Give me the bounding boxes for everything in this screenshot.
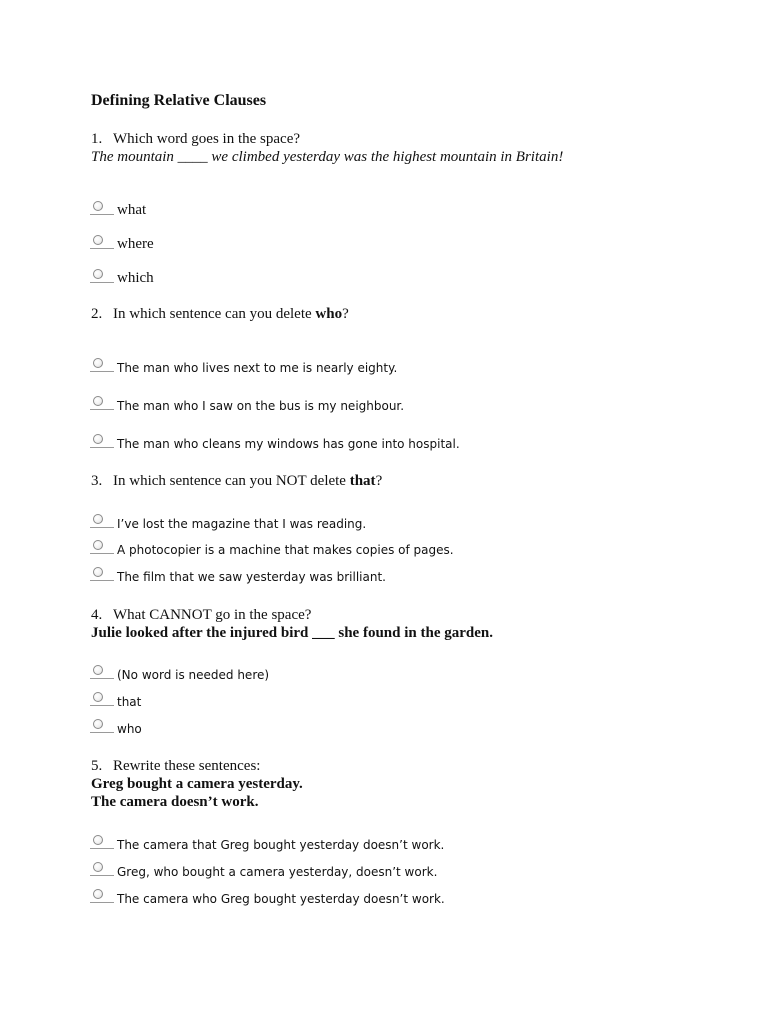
question-2-option-2[interactable]	[90, 394, 404, 414]
question-2-text: In which sentence can you delete	[113, 306, 316, 322]
option-label: I’ve lost the magazine that I was reading.	[117, 517, 367, 531]
question-5-prompt	[91, 758, 260, 775]
radio-button[interactable]	[90, 396, 114, 414]
question-2-number: 2.	[91, 306, 103, 322]
question-5-sentence-2: The camera doesn’t work.	[91, 794, 259, 810]
question-1-number: 1.	[91, 131, 103, 147]
radio-button[interactable]	[90, 862, 114, 880]
option-label: that	[117, 695, 142, 709]
radio-button[interactable]	[90, 235, 114, 253]
radio-button[interactable]	[90, 201, 114, 219]
radio-button[interactable]	[90, 889, 114, 907]
radio-button[interactable]	[90, 514, 114, 532]
option-label: who	[117, 722, 142, 736]
question-4-text: What CANNOT go in the space?	[113, 607, 312, 623]
option-label: The man who cleans my windows has gone into hospital.	[117, 437, 460, 451]
option-label: which	[117, 270, 154, 286]
option-label: A photocopier is a machine that makes copies of pages.	[117, 543, 454, 557]
option-label: The man who lives next to me is nearly eighty.	[117, 361, 398, 375]
question-2-prompt	[91, 306, 349, 323]
question-5-sentence-1: Greg bought a camera yesterday.	[91, 776, 303, 792]
question-2-option-1[interactable]	[90, 356, 397, 376]
question-2-keyword: who	[315, 306, 343, 322]
radio-button[interactable]	[90, 567, 114, 585]
question-1-prompt	[91, 131, 300, 148]
option-label: The film that we saw yesterday was brilliant.	[117, 570, 386, 584]
question-5-option-2[interactable]	[90, 860, 437, 880]
question-2-option-3[interactable]	[90, 432, 460, 452]
option-label: (No word is needed here)	[117, 668, 270, 682]
question-2-text-end: ?	[342, 306, 349, 322]
question-4-number: 4.	[91, 607, 103, 623]
question-3-number: 3.	[91, 473, 103, 489]
question-4-option-1[interactable]	[90, 663, 269, 683]
radio-button[interactable]	[90, 358, 114, 376]
question-1-option-3[interactable]	[90, 267, 154, 287]
question-3-option-1[interactable]	[90, 512, 366, 532]
question-4-option-3[interactable]	[90, 717, 142, 737]
page-title: Defining Relative Clauses	[91, 92, 267, 109]
question-5-option-1[interactable]	[90, 833, 444, 853]
question-4-option-2[interactable]	[90, 690, 141, 710]
question-1-option-1[interactable]	[90, 199, 146, 219]
radio-button[interactable]	[90, 835, 114, 853]
radio-button[interactable]	[90, 665, 114, 683]
question-5-option-3[interactable]	[90, 887, 445, 907]
option-label: The camera that Greg bought yesterday doesn’t work.	[117, 838, 445, 852]
question-5-number: 5.	[91, 758, 103, 774]
option-label: The man who I saw on the bus is my neighbour.	[117, 399, 405, 413]
option-label: where	[117, 236, 154, 252]
question-1-option-2[interactable]	[90, 233, 154, 253]
question-3-option-3[interactable]	[90, 565, 386, 585]
option-label: Greg, who bought a camera yesterday, doesn’t work.	[117, 865, 438, 879]
radio-button[interactable]	[90, 719, 114, 737]
question-3-option-2[interactable]	[90, 538, 454, 558]
radio-button[interactable]	[90, 692, 114, 710]
radio-button[interactable]	[90, 434, 114, 452]
radio-button[interactable]	[90, 540, 114, 558]
question-3-text-end: ?	[375, 473, 383, 489]
question-5-text: Rewrite these sentences:	[113, 758, 261, 774]
question-3-keyword: that	[349, 473, 376, 489]
option-label: The camera who Greg bought yesterday doesn’t work.	[117, 892, 445, 906]
question-4-prompt	[91, 607, 311, 624]
question-3-prompt	[91, 473, 382, 490]
radio-button[interactable]	[90, 269, 114, 287]
option-label: what	[117, 202, 147, 218]
question-1-sentence: The mountain ____ we climbed yesterday was the highest mountain in Britain!	[91, 149, 564, 165]
question-3-text: In which sentence can you NOT delete	[113, 473, 350, 489]
question-1-text: Which word goes in the space?	[113, 131, 301, 147]
question-4-sentence: Julie looked after the injured bird ___ she found in the garden.	[91, 625, 493, 641]
